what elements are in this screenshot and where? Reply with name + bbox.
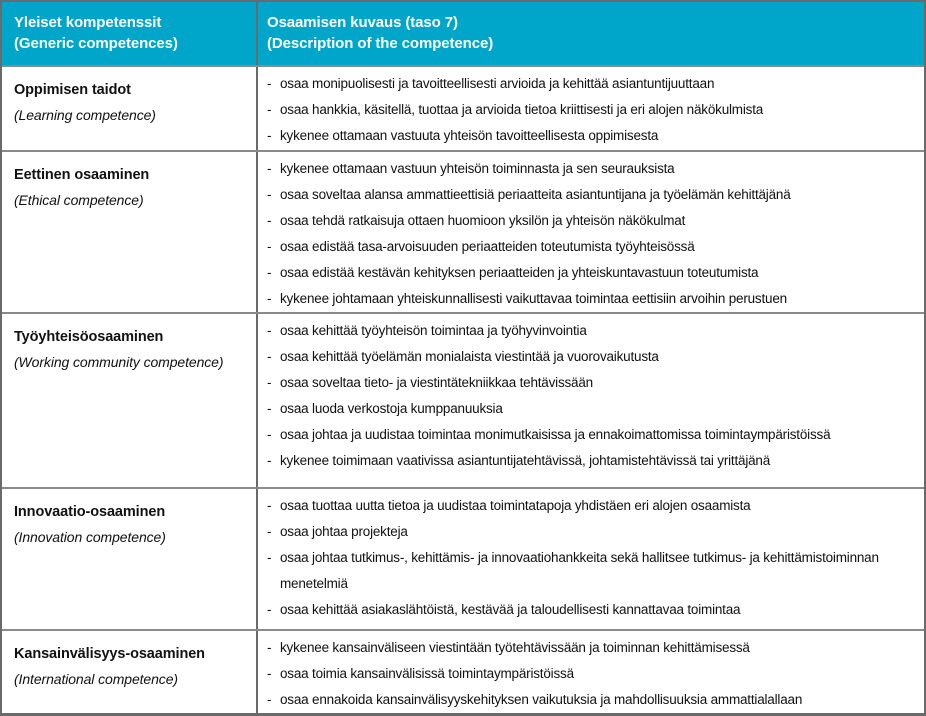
table-header-row xyxy=(2,2,924,65)
bullet-item xyxy=(267,448,916,474)
bullet-text: osaa kehittää työyhteisön toimintaa ja työhyvinvointia xyxy=(280,323,587,338)
row-subtitle: (Working community competence) xyxy=(14,354,224,370)
bullet-text: osaa hankkia, käsitellä, tuottaa ja arvioida tietoa kriittisesti ja eri alojen näkökulmista xyxy=(280,102,764,117)
bullet-item xyxy=(267,396,916,422)
row-title: Työyhteisöosaaminen xyxy=(14,329,164,345)
row-title-cell xyxy=(2,489,258,629)
row-description-cell xyxy=(258,152,924,312)
row-subtitle: (Innovation competence) xyxy=(14,529,166,545)
bullet-text: kykenee kansainväliseen viestintään työtehtävissään ja toiminnan kehittämisessä xyxy=(280,640,750,655)
bullet-text: osaa edistää tasa-arvoisuuden periaatteiden toteutumista työyhteisössä xyxy=(280,239,695,254)
bullet-text: kykenee johtamaan yhteiskunnallisesti vaikuttavaa toimintaa eettisiin arvoihin perustuen xyxy=(280,291,787,306)
bullet-item xyxy=(267,286,916,312)
bullet-marker: - xyxy=(267,76,272,91)
bullet-marker: - xyxy=(267,602,272,617)
bullet-item xyxy=(267,208,916,234)
row-title: Innovaatio-osaaminen xyxy=(14,504,166,520)
bullet-item xyxy=(267,545,916,597)
bullet-text: osaa luoda verkostoja kumppanuuksia xyxy=(280,401,503,416)
bullet-text: osaa tuottaa uutta tietoa ja uudistaa toimintatapoja yhdistäen eri alojen osaamista xyxy=(280,498,751,513)
bullet-text: osaa soveltaa alansa ammattieettisiä periaatteita asiantuntijana ja työelämän kehittäjänä xyxy=(280,187,791,202)
bullet-item xyxy=(267,687,916,713)
header-col2-line2: (Description of the competence) xyxy=(267,35,494,52)
bullet-marker: - xyxy=(267,666,272,681)
header-col1-line1: Yleiset kompetenssit xyxy=(14,14,162,31)
row-title: Eettinen osaaminen xyxy=(14,167,150,183)
bullet-marker: - xyxy=(267,453,272,468)
row-description-cell xyxy=(258,489,924,629)
bullet-text: osaa toimia kansainvälisissä toimintaympäristöissä xyxy=(280,666,574,681)
bullet-marker: - xyxy=(267,161,272,176)
bullet-item xyxy=(267,519,916,545)
bullet-item xyxy=(267,156,916,182)
row-title-cell xyxy=(2,67,258,150)
bullet-item xyxy=(267,493,916,519)
bullet-marker: - xyxy=(267,692,272,707)
bullet-text: osaa soveltaa tieto- ja viestintätekniikkaa tehtävissään xyxy=(280,375,593,390)
bullet-marker: - xyxy=(267,291,272,306)
bullet-marker: - xyxy=(267,401,272,416)
bullet-marker: - xyxy=(267,213,272,228)
header-cell-generic-competences xyxy=(2,2,258,65)
bullet-item xyxy=(267,422,916,448)
bullet-marker: - xyxy=(267,265,272,280)
row-title: Oppimisen taidot xyxy=(14,82,131,98)
bullet-item xyxy=(267,234,916,260)
row-description-cell xyxy=(258,67,924,150)
bullet-item xyxy=(267,597,916,623)
bullet-marker: - xyxy=(267,375,272,390)
bullet-marker: - xyxy=(267,349,272,364)
bullet-item xyxy=(267,318,916,344)
bullet-item xyxy=(267,635,916,661)
bullet-item xyxy=(267,71,916,97)
bullet-marker: - xyxy=(267,524,272,539)
row-title-cell xyxy=(2,631,258,715)
bullet-item xyxy=(267,344,916,370)
bullet-marker: - xyxy=(267,498,272,513)
table-row-innovation-competence xyxy=(2,487,924,629)
table-row-international-competence xyxy=(2,629,924,715)
bullet-marker: - xyxy=(267,323,272,338)
bullet-marker: - xyxy=(267,427,272,442)
row-description-cell xyxy=(258,314,924,487)
row-description-cell xyxy=(258,631,924,715)
bullet-marker: - xyxy=(267,239,272,254)
row-title: Kansainvälisyys-osaaminen xyxy=(14,646,205,662)
bullet-item xyxy=(267,260,916,286)
bullet-text: osaa kehittää työelämän monialaista viestintää ja vuorovaikutusta xyxy=(280,349,659,364)
row-subtitle: (Ethical competence) xyxy=(14,192,144,208)
bullet-text: osaa johtaa tutkimus-, kehittämis- ja innovaatiohankkeita sekä hallitsee tutkimus- ja kehittämistoiminnan menetelmiä xyxy=(280,550,879,591)
bullet-text: osaa tehdä ratkaisuja ottaen huomioon yksilön ja yhteisön näkökulmat xyxy=(280,213,686,228)
bullet-text: kykenee toimimaan vaativissa asiantuntijatehtävissä, johtamistehtävissä tai yrittäjänä xyxy=(280,453,771,468)
bullet-item xyxy=(267,182,916,208)
table-row-ethical-competence xyxy=(2,150,924,312)
header-cell-competence-description xyxy=(258,2,924,65)
bullet-text: osaa edistää kestävän kehityksen periaatteiden ja yhteiskuntavastuun toteutumista xyxy=(280,265,759,280)
bullet-marker: - xyxy=(267,187,272,202)
table-row-working-community-competence xyxy=(2,312,924,487)
row-title-cell xyxy=(2,152,258,312)
bullet-text: kykenee ottamaan vastuuta yhteisön tavoitteellisesta oppimisesta xyxy=(280,128,659,143)
header-col1-line2: (Generic competences) xyxy=(14,35,178,52)
bullet-marker: - xyxy=(267,102,272,117)
bullet-item xyxy=(267,97,916,123)
bullet-text: osaa ennakoida kansainvälisyyskehityksen vaikutuksia ja mahdollisuuksia ammattialallaan xyxy=(280,692,803,707)
bullet-text: osaa kehittää asiakaslähtöistä, kestävää ja taloudellisesti kannattavaa toimintaa xyxy=(280,602,741,617)
row-subtitle: (International competence) xyxy=(14,671,178,687)
row-subtitle: (Learning competence) xyxy=(14,107,156,123)
bullet-text: osaa monipuolisesti ja tavoitteellisesti arvioida ja kehittää asiantuntijuuttaan xyxy=(280,76,715,91)
row-title-cell xyxy=(2,314,258,487)
bullet-marker: - xyxy=(267,550,272,565)
table-row-learning-competence xyxy=(2,65,924,150)
bullet-item xyxy=(267,661,916,687)
bullet-item xyxy=(267,370,916,396)
bullet-item xyxy=(267,123,916,149)
header-col2-line1: Osaamisen kuvaus (taso 7) xyxy=(267,14,458,31)
bullet-text: osaa johtaa projekteja xyxy=(280,524,408,539)
bullet-marker: - xyxy=(267,128,272,143)
bullet-text: kykenee ottamaan vastuun yhteisön toiminnasta ja sen seurauksista xyxy=(280,161,675,176)
bullet-marker: - xyxy=(267,640,272,655)
bullet-text: osaa johtaa ja uudistaa toimintaa monimutkaisissa ja ennakoimattomissa toimintaympäristöissä xyxy=(280,427,831,442)
